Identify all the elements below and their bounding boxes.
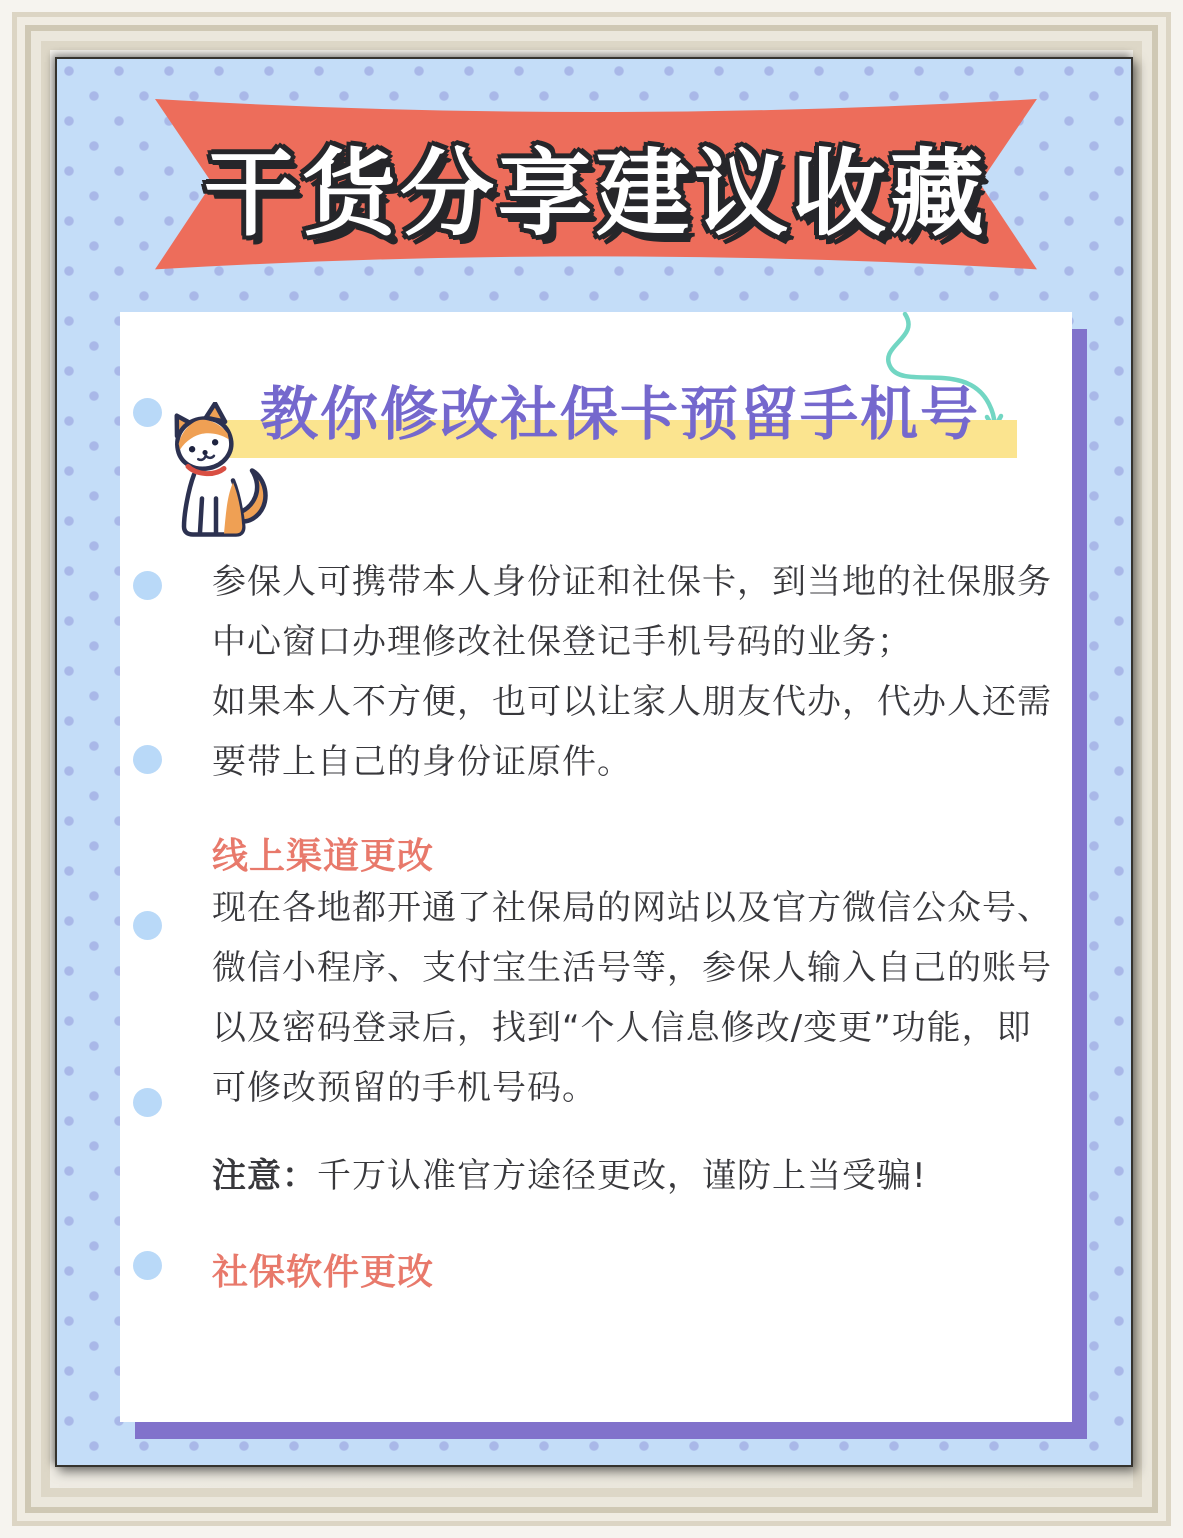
- content-card: [120, 312, 1072, 1422]
- note-line: [212, 1146, 1062, 1206]
- decor-dot: [133, 1251, 162, 1280]
- paragraph-offline-2: 如果本人不方便，也可以让家人朋友代办，代办人还需要带上自己的身份证原件。: [212, 682, 1052, 782]
- decor-dot: [133, 1088, 162, 1117]
- paragraph-online: 现在各地都开通了社保局的网站以及官方微信公众号、微信小程序、支付宝生活号等，参保人输入自己的账号以及密码登录后，找到“个人信息修改/变更”功能，即可修改预留的手机号码。: [212, 888, 1052, 1108]
- banner-title: 干货分享建议收藏: [203, 139, 988, 249]
- paragraph-offline-1: 参保人可携带本人身份证和社保卡，到当地的社保服务中心窗口办理修改社保登记手机号码的业务；: [212, 562, 1052, 662]
- section-heading-online: 线上渠道更改: [212, 836, 435, 877]
- poster-background: [55, 57, 1133, 1467]
- card-body: [212, 552, 1062, 1294]
- shiba-dog-icon: [150, 402, 270, 538]
- decor-dot: [133, 745, 162, 774]
- banner-ribbon: [150, 95, 1042, 273]
- note-text: 千万认准官方途径更改，谨防上当受骗!: [317, 1156, 927, 1196]
- note-label: 注意：: [212, 1156, 317, 1196]
- card-title: 教你修改社保卡预留手机号: [259, 380, 980, 448]
- decor-dot: [133, 571, 162, 600]
- section-heading-software: 社保软件更改: [212, 1252, 435, 1293]
- decor-dot: [133, 911, 162, 940]
